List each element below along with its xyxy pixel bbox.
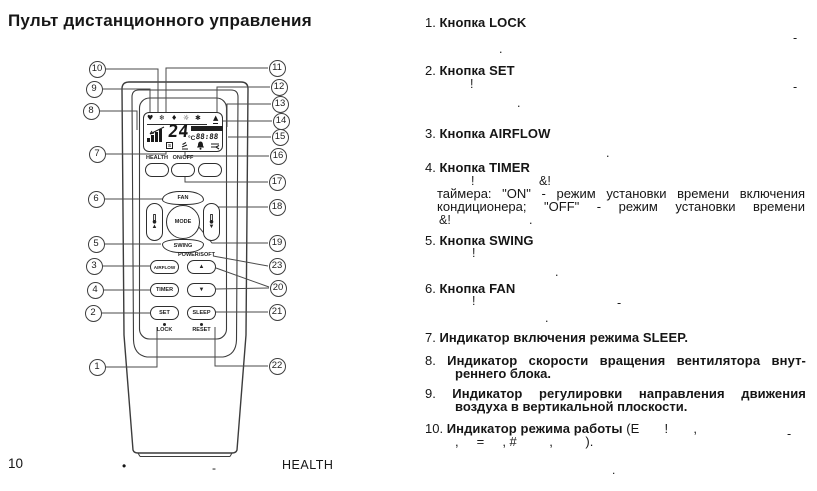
damaged-text-fragment: ! xyxy=(472,294,476,308)
sleep-button: SLEEP xyxy=(187,306,216,320)
callout-17: 17 xyxy=(269,174,286,191)
temperature-unit: °C xyxy=(188,135,196,142)
timer-display: 88:88 xyxy=(195,132,219,141)
damaged-text-fragment: . xyxy=(555,265,559,279)
onoff-button-label: ON/OFF xyxy=(172,155,194,161)
callout-4: 4 xyxy=(87,282,104,299)
down-arrow-icon: ▼ xyxy=(208,224,215,230)
airflow-direction-icon: ▲ xyxy=(213,114,219,122)
list-item-heading: 8. Индикатор скорости вращения вентилятора внут- xyxy=(425,353,806,368)
damaged-text-fragment: - xyxy=(793,80,798,94)
set-button: SET xyxy=(150,306,179,320)
powersoft-label: POWER/SOFT xyxy=(178,252,215,258)
callout-21: 21 xyxy=(269,304,286,321)
list-item-wrap-line: реннего блока. xyxy=(455,366,551,381)
damaged-text-fragment: . xyxy=(545,311,549,325)
mode-cool-icon: ❄ xyxy=(159,114,165,122)
damaged-text-fragment: ! xyxy=(471,174,475,188)
mode-dry-icon: ♦ xyxy=(171,114,178,122)
list-item-body-line: кондиционера; "OFF" - режим установки времени xyxy=(437,199,805,214)
list-item-heading: 10. Индикатор режима работы (Е ! , xyxy=(425,421,698,436)
callout-16: 16 xyxy=(270,148,287,165)
lock-label: LOCK xyxy=(156,327,173,333)
list-item-heading: 1. Кнопка LOCK xyxy=(425,15,527,30)
list-item-heading: 6. Кнопка FAN xyxy=(425,281,516,296)
up-arrow-icon: ▲ xyxy=(151,224,158,230)
fan-button: FAN xyxy=(162,191,204,205)
damaged-text-fragment: . xyxy=(499,42,503,56)
callout-15: 15 xyxy=(272,129,289,146)
footer-fragment: - xyxy=(212,461,216,475)
list-item-heading: 9. Индикатор регулировки направления движения xyxy=(425,386,806,401)
damaged-text-fragment: . xyxy=(529,213,533,227)
damaged-text-fragment: ! xyxy=(470,77,474,91)
callout-13: 13 xyxy=(272,96,289,113)
list-item-heading: 2. Кнопка SET xyxy=(425,63,515,78)
mode-heat-icon: ♥ xyxy=(147,114,154,122)
callout-23: 23 xyxy=(269,258,286,275)
callout-6: 6 xyxy=(88,191,105,208)
damaged-text-fragment: ! xyxy=(472,246,476,260)
damaged-text-fragment: - xyxy=(787,427,792,441)
power-up-button: ▲ xyxy=(187,260,216,274)
list-item-wrap-line: , = , # , ). xyxy=(455,434,594,449)
callout-22: 22 xyxy=(269,358,286,375)
mode-button: MODE xyxy=(166,205,200,239)
callout-3: 3 xyxy=(86,258,103,275)
callout-8: 8 xyxy=(83,103,100,120)
page-number: 10 xyxy=(8,456,24,471)
footer-health-word: HEALTH xyxy=(282,458,334,472)
damaged-text-fragment: &! xyxy=(439,213,451,227)
sleep-indicator-icon: S xyxy=(167,143,171,148)
list-item-wrap-line: воздуха в вертикальной плоскости. xyxy=(455,399,688,414)
footer-fragment: • xyxy=(122,459,127,473)
power-down-button: ▼ xyxy=(187,283,216,297)
damaged-text-fragment: . xyxy=(606,146,610,160)
callout-10: 10 xyxy=(89,61,106,78)
timer-button: TIMER xyxy=(150,283,179,297)
callout-11: 11 xyxy=(269,60,286,77)
list-item-heading: 3. Кнопка AIRFLOW xyxy=(425,126,551,141)
callout-12: 12 xyxy=(271,79,288,96)
damaged-text-fragment: &! xyxy=(539,174,551,188)
footer-fragment: . xyxy=(612,463,616,477)
list-item-body-line: таймера: "ON" - режим установки времени включения xyxy=(437,186,805,201)
damaged-text-fragment: - xyxy=(617,296,622,310)
list-item-heading: 7. Индикатор включения режима SLEEP. xyxy=(425,330,689,345)
callout-9: 9 xyxy=(86,81,103,98)
swing-button: SWING xyxy=(162,239,204,253)
callout-2: 2 xyxy=(85,305,102,322)
mode-sun-icon: ☼ xyxy=(183,114,190,122)
callout-5: 5 xyxy=(88,236,105,253)
list-item-heading: 4. Кнопка TIMER xyxy=(425,160,531,175)
reset-label: RESET xyxy=(192,327,211,333)
callout-20: 20 xyxy=(270,280,287,297)
health-button-label: HEALTH xyxy=(146,155,168,161)
temperature-value: 24 xyxy=(166,122,190,142)
callout-18: 18 xyxy=(269,199,286,216)
callout-1: 1 xyxy=(89,359,106,376)
airflow-button: AIRFLOW xyxy=(150,260,179,274)
list-item-heading: 5. Кнопка SWING xyxy=(425,233,534,248)
damaged-text-fragment: . xyxy=(517,96,521,110)
page-title: Пульт дистанционного управления xyxy=(8,11,312,30)
callout-19: 19 xyxy=(269,235,286,252)
mode-fan-icon: ✱ xyxy=(195,114,201,122)
damaged-text-fragment: - xyxy=(793,31,798,45)
callout-14: 14 xyxy=(273,113,290,130)
callout-7: 7 xyxy=(89,146,106,163)
